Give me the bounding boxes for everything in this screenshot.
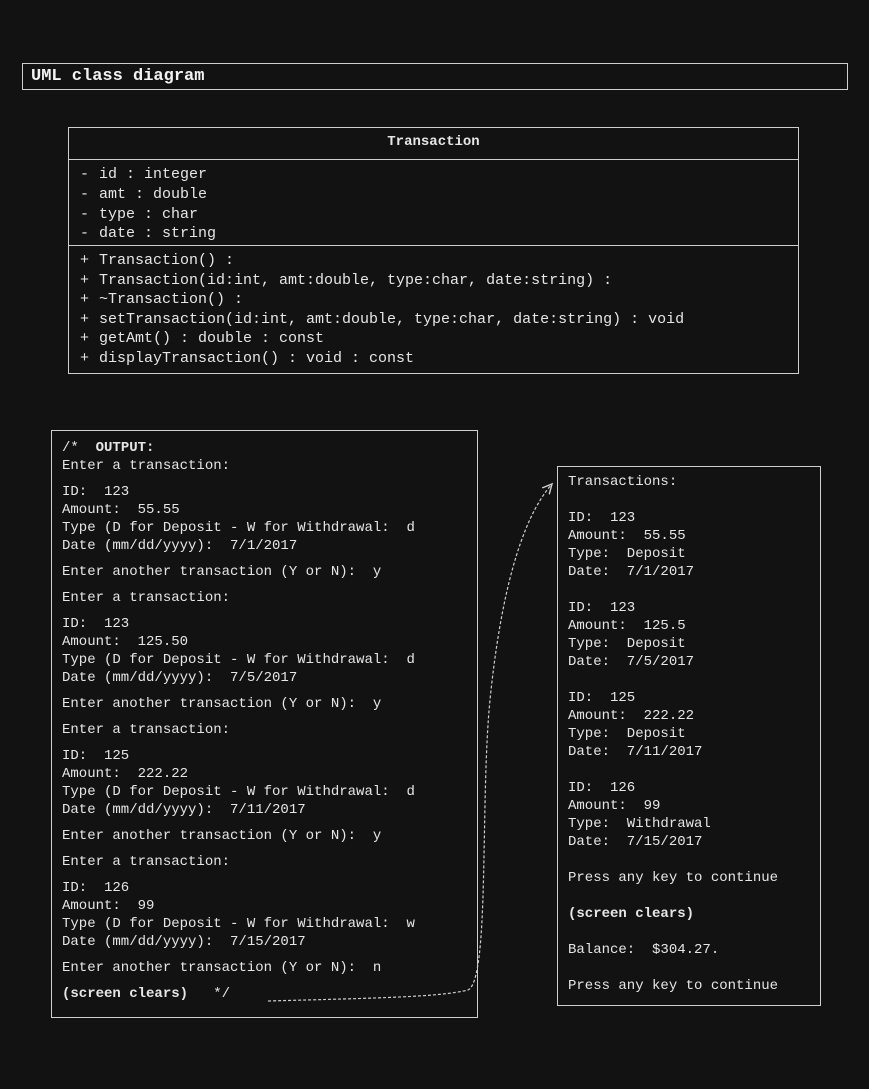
prompt-line: Enter a transaction: — [62, 458, 231, 474]
uml-class-name: Transaction — [69, 128, 798, 160]
input-type: Type (D for Deposit - W for Withdrawal: d — [62, 520, 415, 536]
result-amount: Amount: 222.22 — [568, 708, 695, 724]
transactions-heading: Transactions: — [568, 474, 678, 490]
prompt-line: Enter a transaction: — [62, 854, 231, 870]
result-id: ID: 123 — [568, 510, 636, 526]
input-amount: Amount: 222.22 — [62, 766, 189, 782]
input-date: Date (mm/dd/yyyy): 7/11/2017 — [62, 802, 306, 818]
diagram-title: UML class diagram — [22, 63, 848, 90]
result-type: Type: Deposit — [568, 726, 686, 742]
prompt-line: Enter a transaction: — [62, 722, 231, 738]
input-date: Date (mm/dd/yyyy): 7/5/2017 — [62, 670, 298, 686]
result-amount: Amount: 99 — [568, 798, 661, 814]
input-id: ID: 126 — [62, 880, 130, 896]
uml-attribute: - id : integer — [80, 166, 208, 183]
input-amount: Amount: 99 — [62, 898, 155, 914]
result-date: Date: 7/1/2017 — [568, 564, 695, 580]
uml-attribute: - amt : double — [80, 185, 208, 203]
result-type: Type: Withdrawal — [568, 816, 711, 832]
result-date: Date: 7/15/2017 — [568, 834, 703, 850]
input-another: Enter another transaction (Y or N): y — [62, 696, 382, 712]
input-amount: Amount: 55.55 — [62, 502, 180, 518]
uml-method: + ~Transaction() : — [80, 291, 244, 308]
input-another: Enter another transaction (Y or N): y — [62, 564, 382, 580]
uml-method: + Transaction(id:int, amt:double, type:char, date:string) : — [80, 271, 613, 289]
uml-method: + setTransaction(id:int, amt:double, type:char, date:string) : void — [80, 310, 685, 328]
input-type: Type (D for Deposit - W for Withdrawal: w — [62, 916, 415, 932]
input-date: Date (mm/dd/yyyy): 7/1/2017 — [62, 538, 298, 554]
input-amount: Amount: 125.50 — [62, 634, 189, 650]
input-type: Type (D for Deposit - W for Withdrawal: d — [62, 652, 415, 668]
result-amount: Amount: 55.55 — [568, 528, 686, 544]
uml-method: + getAmt() : double : const — [80, 330, 325, 347]
dashed-connector — [268, 484, 552, 1001]
input-id: ID: 123 — [62, 484, 130, 500]
input-another: Enter another transaction (Y or N): y — [62, 828, 382, 844]
uml-attribute: - date : string — [80, 225, 217, 243]
press-key-line: Press any key to continue — [568, 870, 779, 886]
input-type: Type (D for Deposit - W for Withdrawal: d — [62, 784, 415, 800]
screen-clears-line: (screen clears) */ — [62, 986, 231, 1002]
input-another: Enter another transaction (Y or N): n — [62, 960, 382, 976]
result-date: Date: 7/11/2017 — [568, 744, 703, 760]
result-type: Type: Deposit — [568, 546, 686, 562]
uml-method: + displayTransaction() : void : const — [80, 349, 415, 367]
output-heading: /* OUTPUT: — [62, 440, 155, 456]
result-id: ID: 126 — [568, 780, 636, 796]
press-key-line: Press any key to continue — [568, 978, 779, 994]
input-id: ID: 125 — [62, 748, 130, 764]
prompt-line: Enter a transaction: — [62, 590, 231, 606]
input-id: ID: 123 — [62, 616, 130, 632]
input-date: Date (mm/dd/yyyy): 7/15/2017 — [62, 934, 306, 950]
result-type: Type: Deposit — [568, 636, 686, 652]
uml-attribute: - type : char — [80, 205, 199, 223]
result-id: ID: 123 — [568, 600, 636, 616]
balance-line: Balance: $304.27. — [568, 942, 720, 958]
uml-method: + Transaction() : — [80, 252, 235, 269]
result-date: Date: 7/5/2017 — [568, 654, 695, 670]
result-amount: Amount: 125.5 — [568, 618, 686, 634]
result-id: ID: 125 — [568, 690, 636, 706]
screen-clears-line: (screen clears) — [568, 906, 695, 922]
